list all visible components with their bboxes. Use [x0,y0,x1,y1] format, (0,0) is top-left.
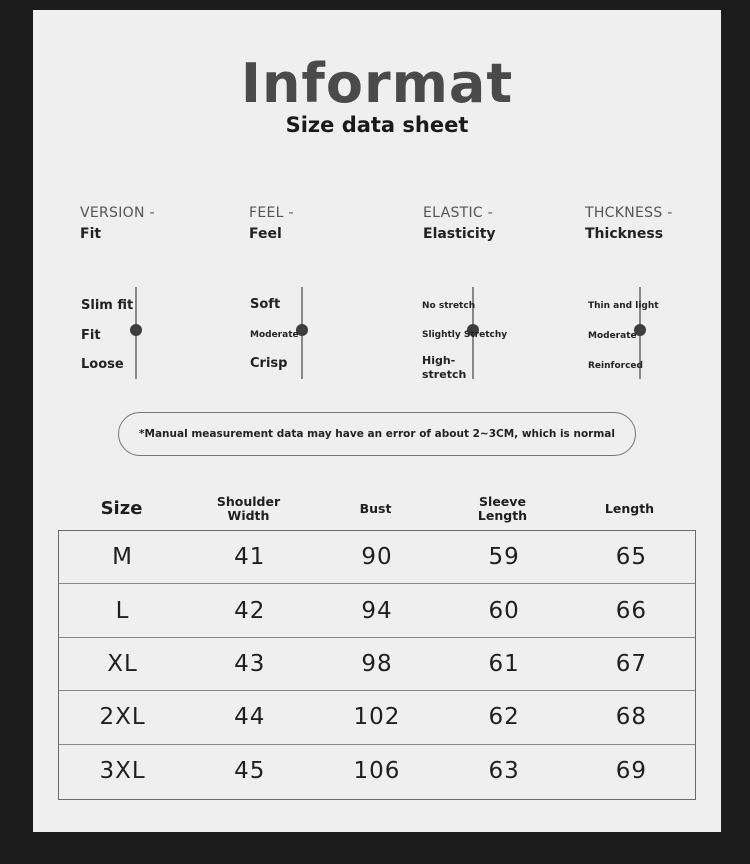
cell-size: XL [107,650,138,677]
thickness-scale [588,287,718,379]
attr-feel-head: FEEL - [249,205,294,221]
cell-sleeve: 62 [488,704,520,731]
cell-sleeve: 61 [488,650,520,677]
cell-length: 68 [615,704,647,731]
attr-fit-label: Fit [80,226,102,242]
table-row [59,638,695,691]
col-header-length: Length [604,500,655,516]
cell-bust: 90 [361,544,393,571]
measurement-note: *Manual measurement data may have an error of about 2~3CM, which is normal [118,412,636,456]
cell-bust: 94 [361,597,393,624]
cell-size: L [115,597,130,624]
cell-sleeve: 59 [488,544,520,571]
attr-elasticity [423,205,583,242]
fit-option-slim: Slim fit [81,298,134,313]
feel-scale [250,287,380,379]
fit-scale-marker [130,324,142,336]
thickness-option-moderate: Moderate [588,331,637,341]
col-header-size: Size [100,497,143,519]
table-row [59,691,695,744]
cell-bust: 102 [353,704,401,731]
cell-shoulder: 45 [234,758,266,785]
attr-feel [249,205,409,242]
cell-shoulder: 41 [234,544,266,571]
attr-thickness [585,205,745,242]
cell-length: 65 [615,544,647,571]
cell-size: M [112,544,134,571]
table-row [59,745,695,798]
col-header-shoulder-width: Shoulder Width [216,493,281,523]
elasticity-option-none: No stretch [422,301,476,311]
cell-length: 66 [615,597,647,624]
cell-length: 67 [615,650,647,677]
fit-option-fit: Fit [81,328,101,343]
cell-size: 2XL [99,704,146,731]
cell-shoulder: 43 [234,650,266,677]
col-header-sleeve-length: Sleeve Length [477,493,528,523]
attr-elasticity-head: ELASTIC - [423,205,494,221]
attr-thickness-label: Thickness [585,226,664,242]
attr-elasticity-label: Elasticity [423,226,496,242]
attr-fit-head: VERSION - [80,205,155,221]
cell-sleeve: 60 [488,597,520,624]
cell-sleeve: 63 [488,758,520,785]
cell-shoulder: 44 [234,704,266,731]
feel-option-crisp: Crisp [250,356,288,371]
cell-length: 69 [615,758,647,785]
feel-option-moderate: Moderate [250,330,299,340]
table-row [59,584,695,637]
table-row [59,531,695,584]
col-header-bust: Bust [359,500,392,516]
size-sheet [33,10,721,832]
cell-bust: 98 [361,650,393,677]
elasticity-option-slight: Slightly Stretchy [422,330,508,340]
elasticity-scale [422,287,552,379]
fit-option-loose: Loose [81,357,124,372]
attr-thickness-head: THCKNESS - [585,205,673,221]
thickness-option-thin: Thin and light [588,301,659,311]
thickness-option-reinforced: Reinforced [588,361,643,371]
cell-bust: 106 [353,758,401,785]
elasticity-option-high: High- stretch [422,354,467,381]
fit-scale [81,287,211,379]
cell-size: 3XL [99,758,146,785]
page-subtitle: Size data sheet [285,113,469,137]
feel-option-soft: Soft [250,297,281,312]
table-header [58,488,696,530]
attr-fit [80,205,240,242]
page-title: Informat [240,52,514,115]
size-table [58,530,696,800]
cell-shoulder: 42 [234,597,266,624]
attr-feel-label: Feel [249,226,282,242]
